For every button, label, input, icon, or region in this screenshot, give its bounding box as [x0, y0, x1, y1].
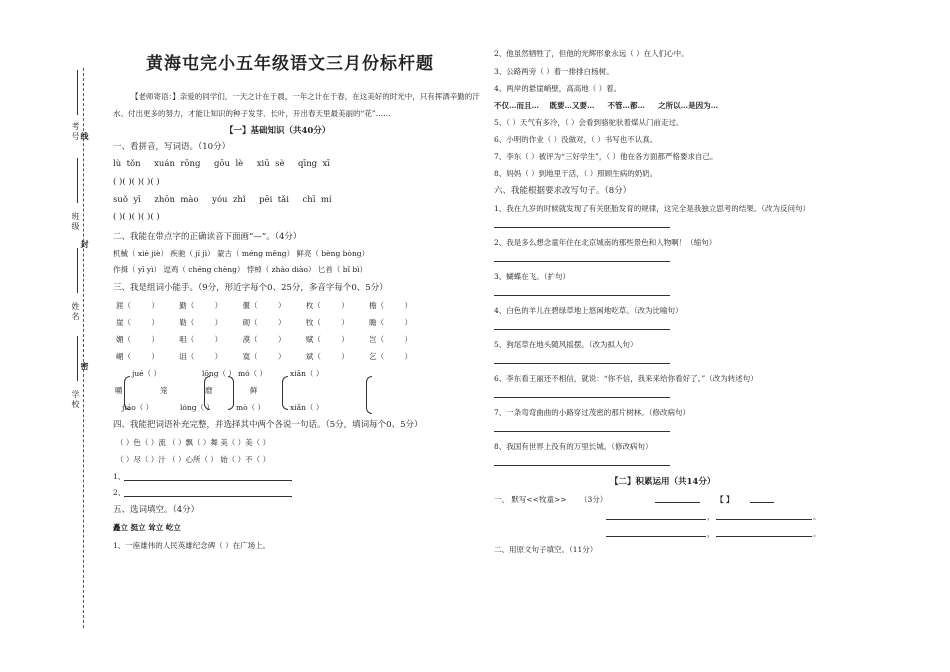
poem-line-1[interactable] [606, 519, 706, 520]
poem-line-4[interactable] [716, 536, 812, 537]
q6-answer-line-1[interactable] [494, 227, 670, 228]
school-field[interactable] [77, 336, 78, 381]
q3-row-4[interactable]: 嵋（ ） 诅（ ） 寞（ ） 斌（ ） 乞（ ） [116, 352, 413, 361]
poly-bottom-1[interactable]: jiáo（ ） [122, 403, 154, 412]
q5-title: 五、选词填空。（4分） [113, 505, 200, 515]
poem-period-2: 。 [813, 529, 821, 538]
teacher-message-line-1: 【老师寄语：】亲爱的同学们，一天之计在于晨，一年之计在于春，在这美好的时光中，只有挥洒辛勤的汗 [131, 92, 480, 101]
sec2-q1-label: 一、 默写<<牧童>> [494, 495, 567, 504]
q6-answer-line-7[interactable] [494, 431, 670, 432]
brace-5 [366, 376, 372, 414]
q4-title: 四、我能把词语补充完整，并选择其中两个各说一句话。（5分，填词每个0、5分） [113, 420, 423, 430]
q2-line-2[interactable]: 作揖（ yī yì） 逗鸡（ chéng chèng） 悖棹（ zhào diào） 匕首（ bǐ bì） [113, 265, 368, 274]
poly-char-2: 笼 [160, 386, 168, 395]
poem-dynasty-bracket[interactable]: 【 】 [716, 495, 734, 504]
q6-answer-line-4[interactable] [494, 329, 670, 330]
q1-answer-blanks-2[interactable]: ( )( )( )( )( ) [113, 212, 160, 222]
seal-char-line: 线 [80, 132, 90, 142]
poem-title-line[interactable] [655, 502, 700, 503]
q4-answer-1-label: 1、 [113, 472, 126, 481]
class-field[interactable] [77, 158, 78, 203]
q1-title: 一、看拼音，写词语。（10分） [113, 142, 231, 152]
q1-pinyin-row-2: suǒ yī zhōn mào yóu zhǐ pēi tǎi chī mí [113, 195, 332, 205]
class-label: 班级 [71, 212, 80, 232]
poly-bottom-3[interactable]: mò（ ） [236, 403, 266, 412]
poly-char-3: 磨 [205, 386, 213, 395]
q6-item-2: 2、我是多么想念童年住在北京城南的那些景色和人物啊！（缩句） [494, 238, 717, 247]
q6-answer-line-8[interactable] [494, 465, 670, 466]
q6-item-5: 5、狗尾草在地头随风摇摆。（改为拟人句） [494, 340, 638, 349]
q1-pinyin-row-1: lù tǒn xuán rōng gōu lè xiū sè qīng xī [113, 159, 331, 169]
q3-row-1[interactable]: 涯（ ） 勤（ ） 偃（ ） 枚（ ） 檐（ ） [116, 301, 413, 310]
q6-answer-line-5[interactable] [494, 363, 670, 364]
poem-period-1: 。 [813, 512, 821, 521]
q3-row-2[interactable]: 崖（ ） 勒（ ） 砌（ ） 牧（ ） 瞻（ ） [116, 318, 413, 327]
q5-word-choices: 矗立 挺立 耸立 屹立 [113, 523, 181, 532]
section-1-header: 【一】基础知识（共40分） [225, 126, 331, 136]
poly-bottom-4[interactable]: xiǎn（ ） [290, 403, 324, 412]
q5-sentence-7[interactable]: 7、李东（ ）被评为“三好学生”，（ ）他在各方面都严格要求自己。 [494, 152, 718, 161]
poly-char-1: 嚼 [115, 386, 123, 395]
q4-line-2[interactable]: （ ）尽（ ）汁 （ ）心所（ ） 始（ ）不（ ） [116, 455, 271, 464]
exam-no-label: 考号 [71, 122, 80, 142]
q5-connectors: 不仅…而且… 既要…又要… 不管…都… 之所以…是因为… [494, 101, 719, 110]
q6-item-3: 3、蝴蝶在飞。（扩句） [494, 272, 571, 281]
poem-line-2[interactable] [716, 519, 812, 520]
seal-char-seal: 封 [80, 240, 90, 250]
q6-item-4: 4、白色的羊儿在碧绿草地上悠闲地吃草。（改为比喻句） [494, 306, 683, 315]
q5-sentence-1[interactable]: 1、一座雄伟的人民英雄纪念碑（ ）在广场上。 [113, 541, 271, 550]
q6-answer-line-3[interactable] [494, 295, 670, 296]
q5-sentence-6[interactable]: 6、小明的作业（ ）没做对，（ ）书写也不认真。 [494, 135, 658, 144]
q6-item-6: 6、李东看王丽还不相信，就说：“你不信，我来来给你看好了。”（改为转述句） [494, 374, 758, 383]
q4-answer-1-line[interactable] [124, 480, 292, 481]
q3-title: 三、我是组词小能手。（9分，形近字每个0、25分，多音字每个0、5分） [113, 283, 388, 293]
poem-comma-2: ， [707, 529, 715, 538]
poly-top-1[interactable]: jué（ ） [132, 369, 161, 378]
poem-author-line[interactable] [750, 502, 774, 503]
name-field[interactable] [77, 248, 78, 293]
q5-sentence-3[interactable]: 3、公路两旁（ ）着一排排白杨树。 [494, 67, 614, 76]
school-label: 学校 [71, 390, 80, 410]
sec2-q2-label: 二、用原文句子填空。（11分） [494, 545, 598, 554]
q6-answer-line-2[interactable] [494, 261, 670, 262]
q6-item-8: 8、我国有世界上没有的万里长城。（修改病句） [494, 442, 653, 451]
brace-3 [282, 376, 288, 410]
q2-title: 二、我能在带点字的正确读音下面画“—”。（4分） [113, 232, 302, 242]
brace-4 [228, 376, 234, 410]
poem-comma-1: ， [707, 512, 715, 521]
seal-char-secret: 密 [80, 362, 90, 372]
q6-answer-line-6[interactable] [494, 397, 670, 398]
q4-answer-2-line[interactable] [124, 496, 292, 497]
poly-top-4[interactable]: xiān（ ） [290, 369, 324, 378]
q5-sentence-8[interactable]: 8、妈妈（ ）到地里干活，（ ）照顾生病的奶奶。 [494, 169, 658, 178]
exam-no-field[interactable] [77, 70, 78, 115]
q4-line-1[interactable]: （ ）色（ ）流 （ ）飘（ ）舞 美（ ）美（ ） [116, 438, 271, 447]
q3-row-3[interactable]: 媚（ ） 咀（ ） 漠（ ） 赋（ ） 岂（ ） [116, 335, 413, 344]
poly-bottom-2[interactable]: lóng（ ） [180, 403, 214, 412]
q2-line-1[interactable]: 机械（ xiè jiè） 疾驰（ jí jì） 蒙古（ méng měng） 鲜亮（ bèng bòng） [113, 249, 370, 258]
q6-title: 六、我能根据要求改写句子。（8分） [494, 186, 632, 196]
binding-dashed-line [83, 68, 84, 628]
teacher-message-line-2: 水、付出更多的努力，才能让知识的种子发芽、长叶，开出春天里最美丽的“花”…… [113, 109, 391, 118]
sec2-q1-points: （3分） [580, 495, 608, 504]
q6-item-1: 1、我在九岁的时候就发现了有关胚胎发育的规律，这完全是我独立思考的结果。（改为反问句） [494, 204, 811, 213]
poly-top-2[interactable]: lōng（ ） [202, 369, 236, 378]
q5-sentence-5[interactable]: 5、（ ）天气有多冷，（ ）会看到骆驼驮着煤从门前走过。 [494, 118, 684, 127]
poem-line-3[interactable] [606, 536, 706, 537]
poly-top-3[interactable]: mó（ ） [238, 369, 268, 378]
page-title: 黄海屯完小五年级语文三月份标杆题 [146, 54, 434, 74]
name-label: 姓名 [71, 302, 80, 322]
q5-sentence-2[interactable]: 2、他虽然牺牲了，但他的光辉形象永远（ ）在人们心中。 [494, 49, 689, 58]
q6-item-7: 7、一条弯弯曲曲的小路穿过茂密的那片树林。（修改病句） [494, 408, 691, 417]
q1-answer-blanks-1[interactable]: ( )( )( )( )( ) [113, 177, 160, 187]
section-2-header: 【二】积累运用（共14分） [610, 477, 716, 487]
q5-sentence-4[interactable]: 4、两岸的悬崖峭壁，高高地（ ）着。 [494, 84, 622, 93]
q4-answer-2-label: 2、 [113, 488, 126, 497]
poly-char-4: 鲜 [250, 386, 258, 395]
